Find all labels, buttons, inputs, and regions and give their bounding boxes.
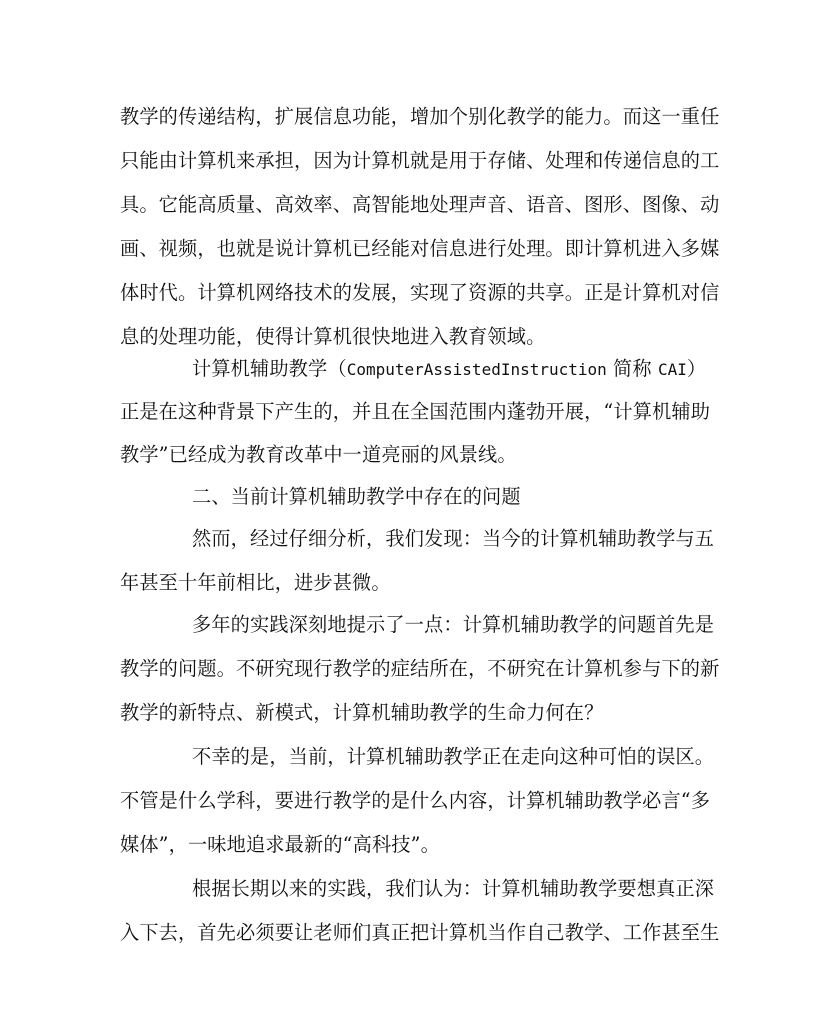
paragraph-line: 不管是什么学科，要进行教学的是什么内容，计算机辅助教学必言“多 [120, 789, 711, 812]
paragraph-line: 媒体”，一味地追求最新的“高科技”。 [120, 833, 440, 856]
cai-intro-text: 计算机辅助教学（ [192, 357, 347, 380]
paragraph-line: 息的处理功能，使得计算机很快地进入教育领域。 [120, 325, 546, 348]
paragraph-line: 根据长期以来的实践，我们认为：计算机辅助教学要想真正深 [192, 877, 715, 900]
paragraph-line: 入下去，首先必须要让老师们真正把计算机当作自己教学、工作甚至生 [120, 921, 720, 944]
paragraph-line: 只能由计算机来承担，因为计算机就是用于存储、处理和传递信息的工 [120, 149, 720, 172]
paragraph-line [0, 352, 816, 386]
paragraph-line: 教学的问题。不研究现行教学的症结所在，不研究在计算机参与下的新 [120, 657, 720, 680]
paragraph-line: 画、视频，也就是说计算机已经能对信息进行处理。即计算机进入多媒 [120, 237, 720, 260]
paragraph-line: 然而，经过仔细分析，我们发现：当今的计算机辅助教学与五 [192, 527, 715, 550]
cai-abbrev-label: 简称 [606, 357, 658, 380]
paragraph-line: 正是在这种背景下产生的，并且在全国范围内蓬勃开展，“计算机辅助 [120, 400, 711, 423]
paragraph-line: 教学的新特点、新模式，计算机辅助教学的生命力何在？ [120, 701, 604, 724]
section-heading: 二、当前计算机辅助教学中存在的问题 [192, 485, 521, 508]
paragraph-line: 教学的传递结构，扩展信息功能，增加个别化教学的能力。而这一重任 [120, 105, 720, 128]
cai-english-term: ComputerAssistedInstruction [346, 360, 607, 379]
paragraph-line: 体时代。计算机网络技术的发展，实现了资源的共享。正是计算机对信 [120, 281, 720, 304]
paragraph-line: 多年的实践深刻地提示了一点：计算机辅助教学的问题首先是 [192, 613, 715, 636]
paragraph-line: 不幸的是，当前，计算机辅助教学正在走向这种可怕的误区。 [192, 745, 715, 768]
cai-close-paren: ） [686, 357, 707, 380]
paragraph-line: 具。它能高质量、高效率、高智能地处理声音、语音、图形、图像、动 [120, 193, 720, 216]
paragraph-line: 年甚至十年前相比，进步甚微。 [120, 571, 391, 594]
paragraph-line: 教学”已经成为教育改革中一道亮丽的风景线。 [120, 443, 517, 466]
cai-abbrev: CAI [657, 360, 687, 379]
